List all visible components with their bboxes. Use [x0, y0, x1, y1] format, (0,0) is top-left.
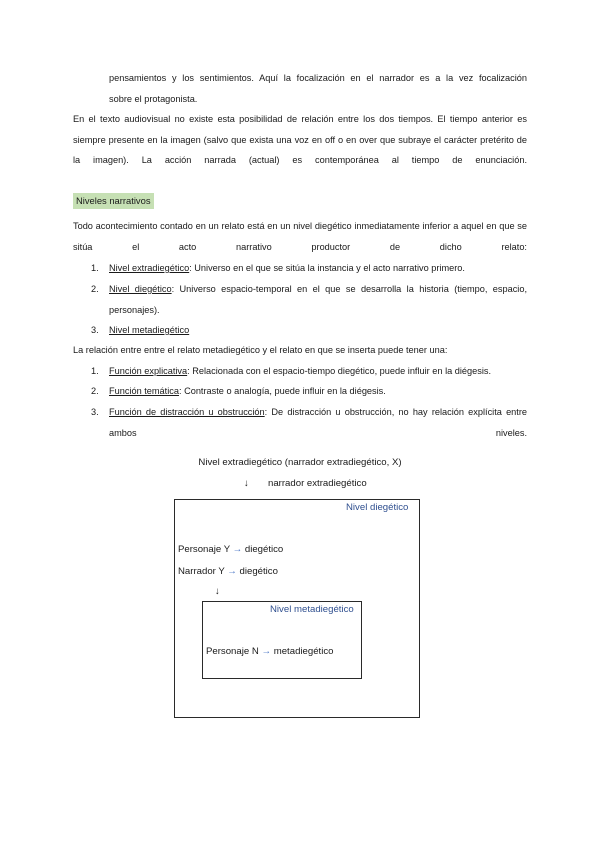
diagram-top-narrator: narrador extradiegético: [268, 478, 367, 489]
intro-continuation-line1: pensamientos y los sentimientos. Aquí la focalización en el narrador es a la vez focalización: [109, 73, 527, 83]
audiovisual-paragraph: En el texto audiovisual no existe esta posibilidad de relación entre los dos tiempos. El tiempo anterior es siempre presente en la imagen (salvo que exista una voz en off o en over que subraye el carácter pretérito de la imagen). La acción narrada (actual) es contemporánea al tiempo de enunciación.: [73, 114, 527, 165]
intro-continuation-line2: sobre el protagonista.: [109, 94, 198, 104]
function-description: : De distracción u obstrucción, no hay relación explícita entre ambos niveles.: [109, 407, 528, 438]
outer-box-title: Nivel diegético: [346, 502, 409, 513]
section-paragraph: Todo acontecimiento contado en un relato está en un nivel diegético inmediatamente inferior a aquel en que se sitúa el acto narrativo productor de dicho relato:: [73, 221, 527, 252]
character-n-label: [206, 646, 333, 658]
inner-box-title: Nivel metadiegético: [270, 604, 354, 615]
arrow-right-icon: →: [261, 646, 272, 657]
character-y-label: [178, 544, 283, 556]
down-arrow-icon: ↓: [244, 478, 249, 489]
relation-paragraph: La relación entre entre el relato metadiegético y el relato en que se inserta puede tener una:: [73, 345, 448, 355]
character-n-target: metadiegético: [273, 646, 334, 657]
level-description: : Universo en el que se sitúa la instancia y el acto narrativo primero.: [189, 263, 465, 273]
list-number: 3.: [91, 325, 99, 335]
arrow-right-icon: →: [227, 566, 237, 577]
list-number: 2.: [91, 284, 99, 294]
diagram-top-label: Nivel extradiegético (narrador extradiegético, X): [198, 457, 402, 468]
level-term: Nivel metadiegético: [109, 325, 190, 335]
function-description: : Relacionada con el espacio-tiempo diegético, puede influir en la diégesis.: [187, 366, 492, 376]
arrow-right-icon: →: [232, 544, 243, 555]
narrator-y-label: [178, 566, 278, 578]
list-number: 3.: [91, 407, 99, 417]
character-n-prefix: Personaje N: [206, 646, 259, 657]
list-number: 2.: [91, 386, 99, 396]
list-number: 1.: [91, 263, 99, 273]
function-description: : Contraste o analogía, puede influir en la diégesis.: [178, 386, 386, 396]
level-description: : Universo espacio-temporal en el que se desarrolla la historia (tiempo, espacio, personajes).: [109, 284, 527, 315]
level-term: Nivel diegético: [109, 284, 172, 294]
section-heading: Niveles narrativos: [73, 193, 154, 209]
down-arrow-icon: ↓: [215, 586, 220, 597]
function-term: Función temática: [109, 386, 179, 396]
character-y-prefix: Personaje Y: [178, 544, 230, 555]
character-y-target: diegético: [244, 544, 284, 555]
list-number: 1.: [91, 366, 99, 376]
narrator-y-target: diegético: [239, 566, 278, 577]
function-term: Función de distracción u obstrucción: [109, 407, 265, 417]
narrator-y-prefix: Narrador Y: [178, 566, 225, 577]
level-term: Nivel extradiegético: [109, 263, 190, 273]
function-term: Función explicativa: [109, 366, 188, 376]
